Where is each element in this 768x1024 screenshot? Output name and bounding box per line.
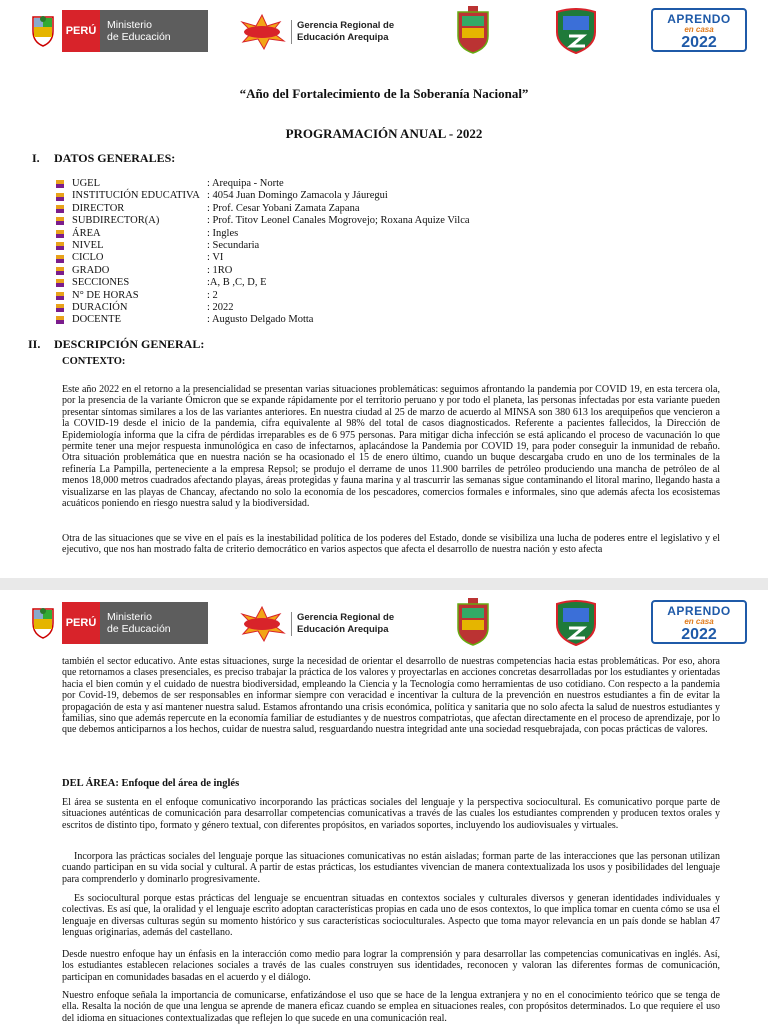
aprendo-word: APRENDO	[667, 12, 731, 26]
bullet-icon	[56, 217, 66, 225]
bullet-icon	[56, 205, 66, 213]
datos-label: SUBDIRECTOR(A)	[72, 215, 160, 227]
school-crest-icon	[456, 598, 490, 646]
datos-item	[56, 178, 756, 190]
datos-label: NIVEL	[72, 239, 104, 251]
gerencia-text	[291, 20, 394, 44]
datos-value: : Secundaria	[207, 239, 260, 251]
datos-label: CICLO	[72, 252, 104, 264]
en-casa-word: en casa	[684, 617, 714, 626]
bullet-icon	[56, 316, 66, 324]
datos-value: :A, B ,C, D, E	[207, 277, 267, 289]
page-header-logos	[0, 592, 768, 656]
ministerio-label	[100, 602, 208, 644]
datos-value: : VI	[207, 252, 224, 264]
datos-item	[56, 290, 756, 302]
datos-item	[56, 265, 756, 277]
school-crest-icon	[456, 6, 490, 54]
datos-label: UGEL	[72, 178, 100, 189]
peru-label: PERÚ	[62, 602, 100, 644]
area-paragraph-2: Incorpora las prácticas sociales del lenguaje porque las situaciones comunicativas no están aisladas; forman parte de las interacciones que las personan utilizan cuando participan en su vida social y cultural. A partir de estas prácticas, los estudiantes vivencian de manera contextualizada los usos y posibilidades del lenguaje para comprenderlo y dominarlo progresivamente.	[62, 851, 720, 885]
datos-value: : Augusto Delgado Motta	[207, 314, 314, 326]
section1-number: I.	[32, 151, 40, 165]
datos-value: : 1RO	[207, 264, 233, 276]
datos-label: ÁREA	[72, 227, 101, 239]
gerencia-line1: Gerencia Regional de	[297, 20, 395, 31]
minedu-logo	[24, 10, 208, 52]
datos-value: : Prof. Titov Leonel Canales Mogrovejo; Roxana Aquize Vilca	[207, 215, 470, 227]
datos-label: DURACIÓN	[72, 301, 128, 313]
ministerio-label	[100, 10, 208, 52]
bullet-icon	[56, 242, 66, 250]
datos-item	[56, 277, 756, 289]
section2-title: DESCRIPCIÓN GENERAL:	[54, 337, 205, 351]
motto: “Año del Fortalecimiento de la Soberanía Nacional”	[239, 86, 529, 101]
gerencia-logo	[236, 14, 398, 50]
area-paragraph-3: Es sociocultural porque estas prácticas del lenguaje se encuentran situadas en contextos sociales y culturales diversos y generan identidades individuales y colectivas. Es así que, la oralidad y el lenguaje escrito adoptan características propias en cada uno de esos contextos, lo que implica tomar en cuenta cómo se usa el lenguaje en diversas culturas según su momento histórico y sus características socioculturales. Aspecto que toma mayor relevancia en un país donde se hablan 47 lenguas originarias, además del castellano.	[62, 893, 720, 939]
datos-item	[56, 228, 756, 240]
page-header-logos	[0, 0, 768, 64]
datos-value: : Ingles	[207, 227, 239, 239]
section1-title: DATOS GENERALES:	[54, 151, 176, 165]
contexto-paragraph-1: Este año 2022 en el retorno a la presencialidad se presentan varias situaciones problemáticas: seguimos afrontando la pandemia por COVID 19, en esta tercera ola, por la presencia de la variante Ómicron que se expande rápidamente por el territorio peruano y por todo el planeta, las personas infectadas por esta variante pueden presentar síntomas similares a los de las variantes anteriores. En nuestra ciudad al 25 de marzo de acuerdo al MINSA son 380 613 los arequipeños que vencieron a la COVID-19 desde el inicio de la pandemia, cifra equivalente al 98% del total de casos diagnosticados. Referente a pacientes fallecidos, la Dirección de Epidemiología informa que la cifra de pérdidas irreparables es de 6 975 personas. Para mitigar dicha infección se está aplicando el proceso de vacunación lo que permite tener una mejor respuesta inmunológica en caso de infectarnos, aplacándose la Pandemia por COVID 19, para poder conseguir la inmunidad de rebaño. Otra situación problemática que en nuestra nación se ha ocasionado el 15 de enero último, cuando un buque descargaba crudo en uno de los terminales de la refinería La Pampilla, perteneciente a la empresa Repsol; se produjo el derrame de unos 11.900 barriles de petróleo produciendo una mancha de petróleo de al menos 18,000 metros cuadrados afectando playas, áreas protegidas y fauna marina y al trascurrir las semanas sigue contaminando el litoral marino, llegando hasta a visualizarse en las playas de Chancay, afectando no solo la economía de los pescadores, comercios formales e informales, sino que además afecta los ecosistemas acuáticos poniendo en riesgo nuestra salud y la biodiversidad.	[62, 384, 720, 510]
aprendo-en-casa-logo	[651, 600, 747, 644]
datos-value: : Prof. Cesar Yobani Zamata Zapana	[207, 202, 360, 214]
datos-value: : 4054 Juan Domingo Zamacola y Jáuregui	[207, 190, 388, 202]
peru-coat-of-arms-icon	[24, 10, 62, 52]
datos-item	[56, 203, 756, 215]
contexto-paragraph-2-continued: también el sector educativo. Ante estas situaciones, surge la necesidad de orientar el desarrollo de nuestras competencias hacia estas problemáticas. Por eso, ahora que retornamos a clases presenciales, es preciso trabajar la práctica de los valores y proyectarlas en acciones concretas desarrolladas por los estudiantes y orientadas hacia el bien común y el cuidado de nuestra biodiversidad, empleando la Ciencia y la Tecnología como herramientas de uso cotidiano. Con respecto a la pandemia por Covid-19, debemos de ser responsables en informar siempre con veracidad e incentivar la cultura de la prevención en nuestros estudiantes a fin de evitar la propagación de esta y así mantener nuestra salud. Estamos afrontando una crisis económica, política y sanitaria que no solo afecta la salud de nuestros estudiantes y familias, sino que además repercute en la economía familiar de estudiantes y de nuestros compatriotas, que afectan directamente en el proceso de aprendizaje, por lo que debemos anticiparnos a los hechos, cuidar de nuestra salud, resguardando nuestra integridad ante una sociedad resquebrajada, con pocas prácticas de valores.	[62, 656, 720, 736]
datos-item	[56, 215, 756, 227]
gerencia-logo	[236, 606, 398, 642]
bullet-icon	[56, 279, 66, 287]
peru-label: PERÚ	[62, 10, 100, 52]
datos-label: INSTITUCIÓN EDUCATIVA	[72, 190, 200, 202]
datos-label: DOCENTE	[72, 314, 121, 326]
datos-item	[56, 252, 756, 264]
ministerio-line1: Ministerio	[107, 19, 152, 31]
bullet-icon	[56, 292, 66, 300]
aprendo-word: APRENDO	[667, 604, 731, 618]
document-page-2	[0, 590, 768, 1024]
section2-number: II.	[28, 337, 41, 351]
aprendo-year: 2022	[681, 626, 717, 643]
area-paragraph-4: Desde nuestro enfoque hay un énfasis en la interacción como medio para lograr la comprensión y para desarrollar las competencias comunicativas en inglés. Así, los estudiantes establecen relaciones sociales a través de las cuales construyen sus identidades, reconocen y valoran las diferentes formas de comunicación, participan en comunidades basadas en el acuerdo y el diálogo.	[62, 949, 720, 983]
peru-coat-of-arms-icon	[24, 602, 62, 644]
gerencia-text	[291, 612, 394, 636]
ministerio-line2: de Educación	[107, 31, 171, 43]
datos-label: DIRECTOR	[72, 202, 125, 214]
area-paragraph-5: Nuestro enfoque señala la importancia de comunicarse, enfatizándose el uso que se hace de la lengua extranjera y no en el conocimiento teórico que se tenga de ella. Resalta la noción de que una lengua se aprende de manera eficaz cuando se emplea en situaciones reales, con propósitos determinados. Lo que requiere el uso del idioma en situaciones contextualizadas que reflejen lo que sucede en una comunicación real.	[62, 990, 720, 1024]
datos-value: : Arequipa - Norte	[207, 178, 284, 189]
institution-shield-icon	[555, 8, 597, 54]
area-heading: DEL ÁREA: Enfoque del área de inglés	[62, 778, 240, 789]
contexto-heading: CONTEXTO:	[62, 356, 126, 367]
datos-label: N° DE HORAS	[72, 289, 139, 301]
document-title: PROGRAMACIÓN ANUAL - 2022	[285, 126, 483, 141]
bullet-icon	[56, 230, 66, 238]
datos-value: : 2	[207, 289, 218, 301]
bullet-icon	[56, 180, 66, 188]
area-paragraph-1: El área se sustenta en el enfoque comunicativo incorporando las prácticas sociales del lenguaje y la perspectiva sociocultural. Es comunicativo porque parte de situaciones auténticas de comunicación para desarrollar competencias comunicativas a través de las cuales los estudiantes comprenden y producen textos orales y escritos de distinto tipo, formato y género textual, con diferentes propósitos, en variados soportes, incluyendo los audiovisuales y virtuales.	[62, 797, 720, 831]
gerencia-line1: Gerencia Regional de	[297, 612, 395, 623]
bullet-icon	[56, 193, 66, 201]
gerencia-line2: Educación Arequipa	[297, 624, 389, 635]
minedu-logo	[24, 602, 208, 644]
institution-shield-icon	[555, 600, 597, 646]
bullet-icon	[56, 267, 66, 275]
datos-item	[56, 190, 756, 202]
contexto-paragraph-2: Otra de las situaciones que se vive en el país es la inestabilidad política de los poderes del Estado, donde se visibiliza una lucha de poderes entre el legislativo y el ejecutivo, que nos han mostrado falta de criterio democrático en varios aspectos que afecta el desarrollo de nuestra nación y esto afecta	[62, 533, 720, 556]
en-casa-word: en casa	[684, 25, 714, 34]
datos-label: SECCIONES	[72, 277, 130, 289]
ministerio-line2: de Educación	[107, 623, 171, 635]
datos-value: : 2022	[207, 301, 234, 313]
gerencia-line2: Educación Arequipa	[297, 32, 389, 43]
datos-item	[56, 314, 756, 326]
datos-item	[56, 302, 756, 314]
datos-generales-list	[56, 178, 756, 327]
datos-label: GRADO	[72, 264, 110, 276]
bullet-icon	[56, 255, 66, 263]
aprendo-en-casa-logo	[651, 8, 747, 52]
bullet-icon	[56, 304, 66, 312]
arequipa-star-icon	[236, 14, 288, 50]
arequipa-star-icon	[236, 606, 288, 642]
datos-item	[56, 240, 756, 252]
ministerio-line1: Ministerio	[107, 611, 152, 623]
aprendo-year: 2022	[681, 34, 717, 51]
